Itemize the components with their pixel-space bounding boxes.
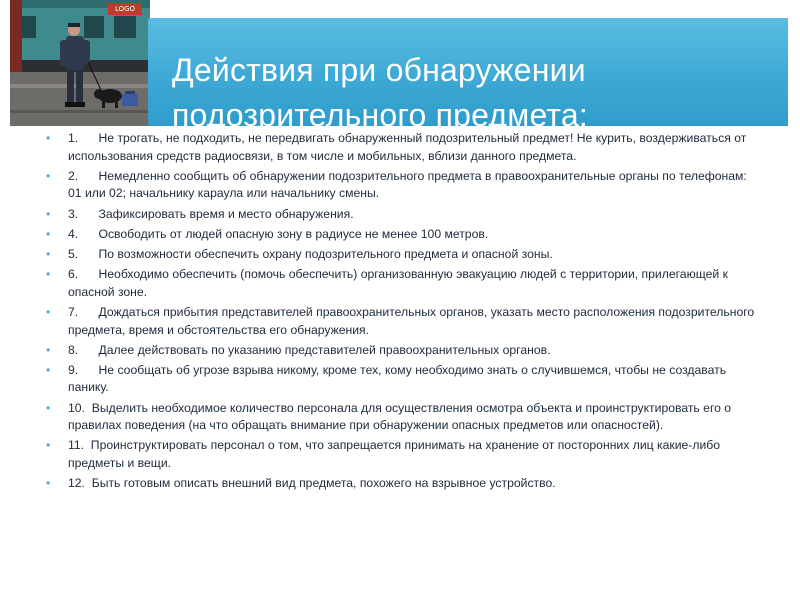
instruction-list	[40, 130, 760, 495]
bullet-icon: •	[46, 206, 51, 221]
page-title-line-1: Действия при обнаружении	[172, 52, 586, 89]
list-item	[40, 266, 760, 301]
list-item	[40, 168, 760, 203]
page-title-line-2: подозрительного предмета:	[172, 97, 588, 134]
bullet-icon: •	[46, 246, 51, 261]
list-item-text: 9. Не сообщать об угрозе взрыва никому, кроме тех, кому необходимо знать о случившемся, чтобы не создавать панику.	[68, 362, 730, 395]
list-item	[40, 400, 760, 435]
list-item-text: 7. Дождаться прибытия представителей правоохранительных органов, указать место расположения подозрительного предмета, время и обстоятельства его обнаружения.	[68, 304, 758, 337]
bullet-icon: •	[46, 226, 51, 241]
bullet-icon: •	[46, 362, 51, 377]
list-item	[40, 226, 760, 244]
list-item	[40, 437, 760, 472]
bullet-icon: •	[46, 168, 51, 183]
photo-police-with-dog	[10, 0, 152, 126]
bullet-icon: •	[46, 131, 51, 145]
list-item	[40, 246, 760, 264]
bullet-icon: •	[46, 304, 51, 319]
list-item-text: 5. По возможности обеспечить охрану подозрительного предмета и опасной зоны.	[68, 246, 553, 261]
list-item	[40, 304, 760, 339]
list-item	[40, 342, 760, 360]
bullet-icon: •	[46, 400, 51, 415]
bullet-icon: •	[46, 438, 51, 453]
list-item-text: 11. Проинструктировать персонал о том, что запрещается принимать на хранение от посторонних лиц какие-либо предметы и вещи.	[68, 438, 724, 471]
list-item-text: 1. Не трогать, не подходить, не передвигать обнаруженный подозрительный предмет! Не курить, воздерживаться от использования средств радиосвязи, в том числе и мобильных, вблизи данного предмета.	[68, 131, 750, 163]
list-item	[40, 475, 760, 493]
bullet-icon: •	[46, 476, 51, 491]
list-item-text: 4. Освободить от людей опасную зону в радиусе не менее 100 метров.	[68, 226, 489, 241]
list-item-text: 2. Немедленно сообщить об обнаружении подозрительного предмета в правоохранительные органы по телефонам: 01 или 02; начальнику караула или начальнику смены.	[68, 168, 751, 201]
list-item	[40, 130, 760, 165]
page-title	[172, 48, 772, 138]
photo-watermark-badge: LOGO	[108, 3, 142, 15]
list-item-text: 8. Далее действовать по указанию представителей правоохранительных органов.	[68, 342, 551, 357]
list-item-text: 6. Необходимо обеспечить (помочь обеспечить) организованную эвакуацию людей с территории, прилегающей к опасной зоне.	[68, 267, 732, 299]
photo-illustration	[10, 0, 150, 126]
list-item	[40, 206, 760, 224]
bullet-icon: •	[46, 342, 51, 357]
list-item-text: 12. Быть готовым описать внешний вид предмета, похожего на взрывное устройство.	[68, 476, 556, 491]
bullet-icon: •	[46, 267, 51, 282]
list-item-text: 10. Выделить необходимое количество персонала для осуществления осмотра объекта и проинструктировать его о правилах поведения (на что обращать внимание при обнаружении опасных предметов или опасностей).	[68, 400, 735, 433]
list-item-text: 3. Зафиксировать время и место обнаружения.	[68, 206, 354, 221]
list-item	[40, 362, 760, 397]
